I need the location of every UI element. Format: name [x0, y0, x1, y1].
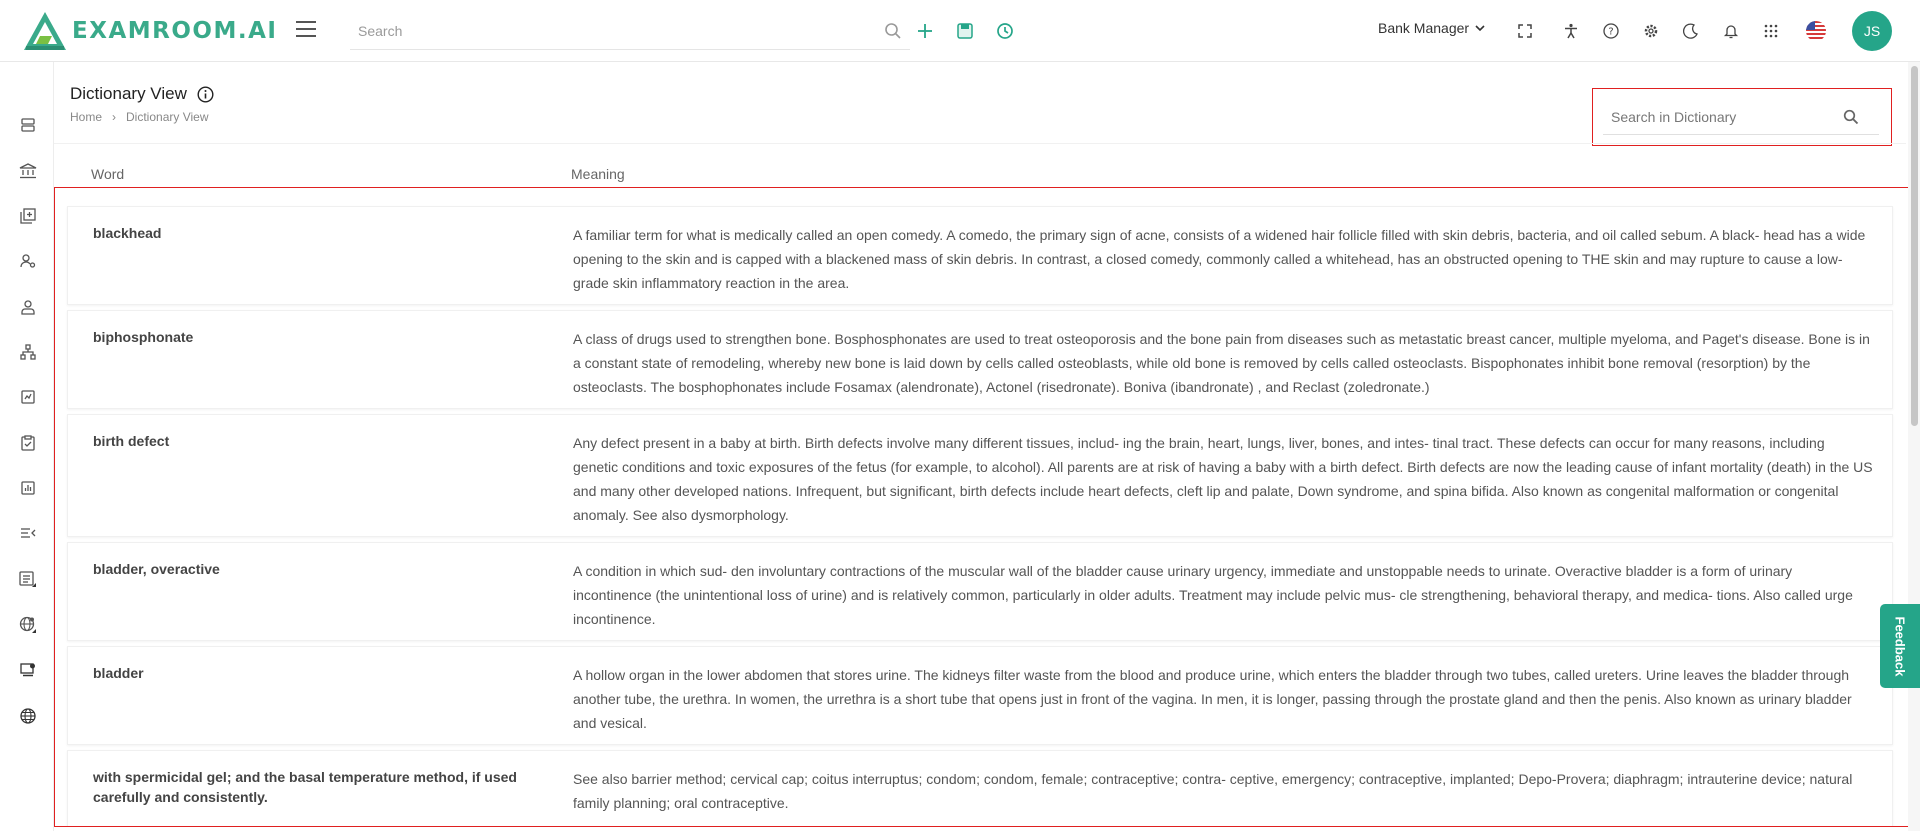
- sidebar-item-server[interactable]: [17, 114, 39, 136]
- page-title-text: Dictionary View: [70, 84, 187, 103]
- sidebar-item-tasks[interactable]: [17, 432, 39, 454]
- sidebar-item-global-settings[interactable]: [17, 614, 39, 636]
- dictionary-table: [54, 187, 1909, 827]
- apps-grid-icon[interactable]: [1760, 20, 1782, 42]
- sidebar-item-analytics[interactable]: [17, 477, 39, 499]
- info-icon[interactable]: [197, 86, 214, 103]
- dictionary-search-field: [1603, 99, 1879, 135]
- role-select-label: Bank Manager: [1378, 20, 1470, 36]
- avatar[interactable]: [1852, 11, 1892, 51]
- meaning-cell: A hollow organ in the lower abdomen that stores urine. The kidneys filter waste from the blood and produce urine, which enters the bladder through two tubes, called ureters. Urine leaves the bladder through another tube, the urethra. In women, the urrethra is a short tube that opens just in front of the vagina. In men, it is longer, passing through the prostate gland and then the penis. Also known as urinary bladder and vesical.: [573, 667, 1852, 731]
- table-row[interactable]: [67, 310, 1893, 409]
- word-cell: birth defect: [93, 433, 170, 449]
- logo[interactable]: [22, 10, 277, 52]
- globe-settings-icon: [19, 616, 37, 634]
- meaning-cell: A condition in which sud- den involuntary contractions of the muscular wall of the bladder cause urinary urgency, immediate and unstoppable needs to urinate. Overactive bladder is a form of urinary incontinence (the unintentional loss of urine) and is relatively common, particularly in older adults. Treatment may include pelvic mus- cle strengthening, behavioral therapy, and medica- tions. Also called urge incontinence.: [573, 563, 1853, 627]
- breadcrumb-current: Dictionary View: [126, 110, 209, 124]
- settings-icon[interactable]: [1640, 20, 1662, 42]
- meaning-cell: See also barrier method; cervical cap; coitus interruptus; condom; condom, female; contraceptive; contra- ceptive, emergency; contraceptive, implanted; Depo-Provera; diaphragm; intrauterine device; natural family planning; oral contraceptive.: [573, 771, 1853, 811]
- fullscreen-icon[interactable]: [1514, 20, 1536, 42]
- word-cell: bladder: [93, 665, 144, 681]
- sidebar-item-reports[interactable]: [17, 386, 39, 408]
- word-cell: with spermicidal gel; and the basal temperature method, if used carefully and consistently.: [93, 769, 517, 805]
- sidebar-item-user-settings[interactable]: [17, 250, 39, 272]
- sidebar-item-language[interactable]: [17, 705, 39, 727]
- avatar-initials: JS: [1863, 23, 1881, 39]
- meaning-cell: Any defect present in a baby at birth. Birth defects involve many different tissues, includ- ing the brain, heart, lungs, liver, bones, and intes- tinal tract. These defects can occur for many reasons, including genetic conditions and toxic exposures of the fetus (for example, to alcohol). All parents are at risk of having a baby with a birth defect. Birth defects are now the leading cause of infant mortality (death) in the US and many other developed nations. Infrequent, but significant, birth defects include heart defects, cleft lip and palate, Down syndrome, and spina bifida. Also known as congenital malformation or congenital anomaly. See also dysmorphology.: [573, 435, 1873, 523]
- global-search: [350, 14, 910, 50]
- sidebar-item-hierarchy[interactable]: [17, 341, 39, 363]
- user-icon: [20, 299, 36, 315]
- sidebar-item-training[interactable]: [17, 659, 39, 681]
- sidebar-item-add-content[interactable]: [17, 205, 39, 227]
- accessibility-icon[interactable]: [1560, 20, 1582, 42]
- list-collapse-icon: [20, 525, 36, 541]
- table-row[interactable]: [67, 414, 1893, 537]
- menu-icon-line: [296, 35, 316, 37]
- menu-toggle-button[interactable]: [296, 21, 316, 37]
- meaning-cell: A familiar term for what is medically called an open comedy. A comedo, the primary sign of acne, consists of a widened hair follicle filled with skin debris, bacteria, and oil called sebum. A black- head has a wide opening to the skin and is capped with a blackened mass of skin debris. In contrast, a closed comedy, commonly called a whitehead, has an obstructed opening to THE skin and may rupture to cause a low-grade skin inflammatory reaction in the area.: [573, 227, 1866, 291]
- role-select[interactable]: [1378, 20, 1485, 36]
- table-row[interactable]: [67, 542, 1893, 641]
- logo-text: EXAMROOM.AI: [72, 18, 278, 44]
- word-cell: blackhead: [93, 225, 162, 241]
- menu-icon-line: [296, 28, 316, 30]
- word-cell: biphosphonate: [93, 329, 194, 345]
- dark-mode-icon[interactable]: [1680, 20, 1702, 42]
- search-icon[interactable]: [882, 20, 904, 42]
- sidebar: [0, 62, 54, 831]
- dictionary-search: [1592, 88, 1892, 146]
- menu-icon: [296, 21, 316, 23]
- history-icon[interactable]: [994, 20, 1016, 42]
- table-row[interactable]: [67, 646, 1893, 745]
- add-icon[interactable]: [914, 20, 936, 42]
- bank-icon: [19, 163, 37, 179]
- svg-text:?: ?: [1608, 26, 1614, 38]
- page-title: [70, 84, 214, 104]
- notification-bell-icon[interactable]: [1720, 20, 1742, 42]
- sidebar-item-dictionary[interactable]: [17, 568, 39, 590]
- sidebar-item-lists[interactable]: [17, 522, 39, 544]
- search-icon[interactable]: [1843, 109, 1859, 125]
- page-scrollbar[interactable]: [1908, 62, 1920, 831]
- clipboard-check-icon: [20, 435, 36, 451]
- bar-chart-icon: [20, 480, 36, 496]
- meaning-cell: A class of drugs used to strengthen bone. Bosphosphonates are used to treat osteoporosis and the bone pain from diseases such as metastatic breast cancer, multiple myeloma, and Paget's disease. Bone is in a constant state of remodeling, whereby new bone is laid down by cells called osteoblasts, while old bone is removed by cells called osteoclasts. Bispophonates inhibit bone removal (resorption) by the osteoclasts. The bosphophonates include Fosamax (alendronate), Actonel (risedronate). Boniva (ibandronate) , and Reclast (zoledronate.): [573, 331, 1870, 395]
- logo-icon: [22, 10, 68, 52]
- help-icon[interactable]: [1600, 20, 1622, 42]
- column-header-word[interactable]: Word: [91, 166, 125, 182]
- sidebar-item-bank[interactable]: [17, 160, 39, 182]
- user-settings-icon: [20, 253, 36, 269]
- global-search-input[interactable]: [350, 14, 870, 48]
- breadcrumb-separator-icon: ›: [112, 110, 117, 124]
- sidebar-item-user[interactable]: [17, 296, 39, 318]
- scrollbar-thumb[interactable]: [1911, 66, 1918, 426]
- feedback-label: Feedback: [1892, 616, 1908, 676]
- server-icon: [20, 117, 36, 133]
- globe-icon: [20, 708, 36, 724]
- save-icon[interactable]: [954, 20, 976, 42]
- hierarchy-icon: [20, 344, 36, 360]
- table-row[interactable]: [67, 206, 1893, 305]
- book-list-icon: [19, 570, 37, 588]
- report-icon: [20, 389, 36, 405]
- dictionary-search-input[interactable]: [1603, 109, 1843, 125]
- table-row[interactable]: [67, 750, 1893, 827]
- word-cell: bladder, overactive: [93, 561, 220, 577]
- teacher-board-icon: [20, 662, 36, 678]
- breadcrumb-home[interactable]: Home: [70, 110, 103, 124]
- header-divider: [54, 143, 1906, 144]
- column-header-meaning[interactable]: Meaning: [571, 166, 625, 182]
- us-flag-icon[interactable]: [1804, 19, 1828, 43]
- add-document-icon: [20, 208, 36, 224]
- chevron-down-icon: [1475, 23, 1485, 33]
- feedback-button[interactable]: [1880, 604, 1920, 688]
- breadcrumb: [70, 110, 209, 124]
- top-bar: [0, 0, 1920, 62]
